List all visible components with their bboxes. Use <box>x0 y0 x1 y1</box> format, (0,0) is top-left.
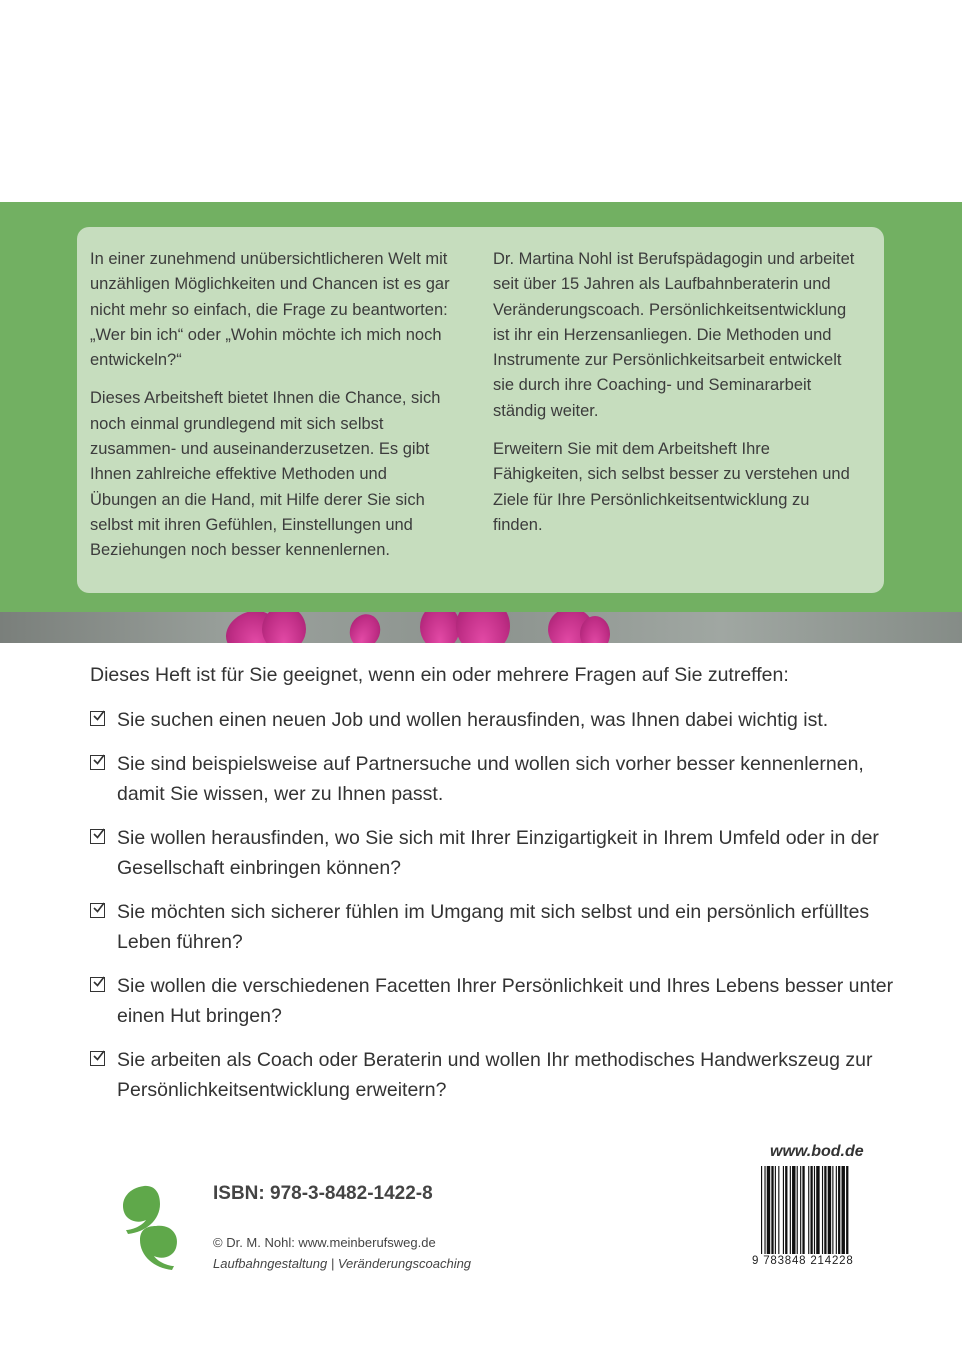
barcode-bar <box>797 1166 798 1254</box>
description-box <box>77 227 884 593</box>
barcode-bar <box>764 1166 765 1254</box>
list-item-text: Sie arbeiten als Coach oder Beraterin und wollen Ihr methodisches Handwerkszeug zur Persönlichkeitsentwicklung erweitern? <box>117 1049 873 1101</box>
intro-text: Dieses Heft ist für Sie geeignet, wenn ein oder mehrere Fragen auf Sie zutreffen: <box>90 664 789 686</box>
barcode-bar <box>792 1166 795 1254</box>
flower-petal <box>580 616 610 643</box>
publisher-url: www.bod.de <box>770 1143 864 1160</box>
checked-box-icon <box>90 903 105 918</box>
barcode-bar <box>761 1166 762 1254</box>
checked-box-icon <box>90 829 105 844</box>
right-paragraph: Erweitern Sie mit dem Arbeitsheft Ihre Fähigkeiten, sich selbst besser zu verstehen und Ziele für Ihre Persönlichkeitsentwicklung zu finden. <box>493 440 850 534</box>
checked-box-icon <box>90 711 105 726</box>
barcode-bar <box>790 1166 791 1254</box>
barcode-bar <box>810 1166 812 1254</box>
barcode-bar <box>832 1166 833 1254</box>
barcode-bars <box>752 1166 881 1256</box>
barcode-bar <box>771 1166 773 1254</box>
left-column <box>90 247 458 577</box>
list-item <box>90 1045 900 1105</box>
right-paragraph: Dr. Martina Nohl ist Berufspädagogin und arbeitet seit über 15 Jahren als Laufbahnberaterin und Veränderungscoach. Persönlichkeitsentwicklung ist ihr ein Herzensanliegen. Die Methoden und Instrumente zur Persönlichkeitsarbeit entwickelt sie durch ihre Coaching- und Seminararbeit ständig weiter. <box>493 250 855 420</box>
barcode <box>752 1166 881 1272</box>
left-paragraph: Dieses Arbeitsheft bietet Ihnen die Chance, sich noch einmal grundlegend mit sich selbst zusammen- und auseinanderzusetzen. Es gibt Ihnen zahlreiche effektive Methoden und Übungen an die Hand, mit Hilfe derer Sie sich selbst mit ihren Gefühlen, Einstellungen und Beziehungen noch besser kennenlernen. <box>90 389 441 560</box>
barcode-bar <box>785 1166 787 1254</box>
barcode-bar <box>822 1166 823 1254</box>
barcode-bar <box>836 1166 837 1254</box>
list-item-text: Sie sind beispielsweise auf Partnersuche und wollen sich vorher besser kennenlernen, damit Sie wissen, wer zu Ihnen passt. <box>117 753 864 805</box>
left-paragraph: In einer zunehmend unübersichtlicheren Welt mit unzähligen Möglichkeiten und Chancen ist es gar nicht mehr so einfach, die Frage zu beantworten: „Wer bin ich“ oder „Wohin möchte ich mich noch entwickeln?“ <box>90 250 450 370</box>
list-item-text: Sie wollen die verschiedenen Facetten Ihrer Persönlichkeit und Ihres Lebens besser unter einen Hut bringen? <box>117 975 894 1027</box>
flower-petal <box>262 612 306 643</box>
list-item <box>90 705 900 735</box>
flower-petal <box>420 612 460 643</box>
right-column <box>493 247 861 551</box>
tagline: Laufbahngestaltung | Veränderungscoaching <box>213 1256 472 1271</box>
barcode-bar <box>783 1166 784 1254</box>
barcode-bar <box>842 1166 845 1254</box>
barcode-bar <box>775 1166 776 1254</box>
list-item <box>90 823 900 883</box>
barcode-bar <box>808 1166 809 1254</box>
bod-logo-icon <box>116 1182 184 1270</box>
list-item-text: Sie möchten sich sicherer fühlen im Umgang mit sich selbst und ein persönlich erfülltes Leben führen? <box>117 901 870 953</box>
list-item <box>90 897 900 957</box>
list-item-text: Sie wollen herausfinden, wo Sie sich mit Ihrer Einzigartigkeit in Ihrem Umfeld oder in der Gesellschaft einbringen können? <box>117 827 879 879</box>
flower-petal <box>456 612 510 643</box>
barcode-number: 9 783848 214228 <box>752 1255 854 1267</box>
barcode-bar <box>814 1166 815 1254</box>
list-item <box>90 971 900 1031</box>
flower-photo-strip <box>0 612 962 643</box>
barcode-bar <box>778 1166 779 1254</box>
barcode-bar <box>767 1166 770 1254</box>
barcode-bar <box>828 1166 831 1254</box>
barcode-bar <box>824 1166 826 1254</box>
copyright: © Dr. M. Nohl: www.meinberufsweg.de <box>213 1235 436 1250</box>
checked-box-icon <box>90 1051 105 1066</box>
checked-box-icon <box>90 755 105 770</box>
checklist <box>90 705 900 1119</box>
flower-petal <box>345 612 385 643</box>
barcode-bar <box>846 1166 848 1254</box>
list-item <box>90 749 900 809</box>
barcode-bar <box>816 1166 819 1254</box>
isbn: ISBN: 978-3-8482-1422-8 <box>213 1183 433 1204</box>
checked-box-icon <box>90 977 105 992</box>
list-item-text: Sie suchen einen neuen Job und wollen herausfinden, was Ihnen dabei wichtig ist. <box>117 709 829 731</box>
barcode-bar <box>800 1166 801 1254</box>
barcode-bar <box>838 1166 840 1254</box>
barcode-bar <box>802 1166 804 1254</box>
